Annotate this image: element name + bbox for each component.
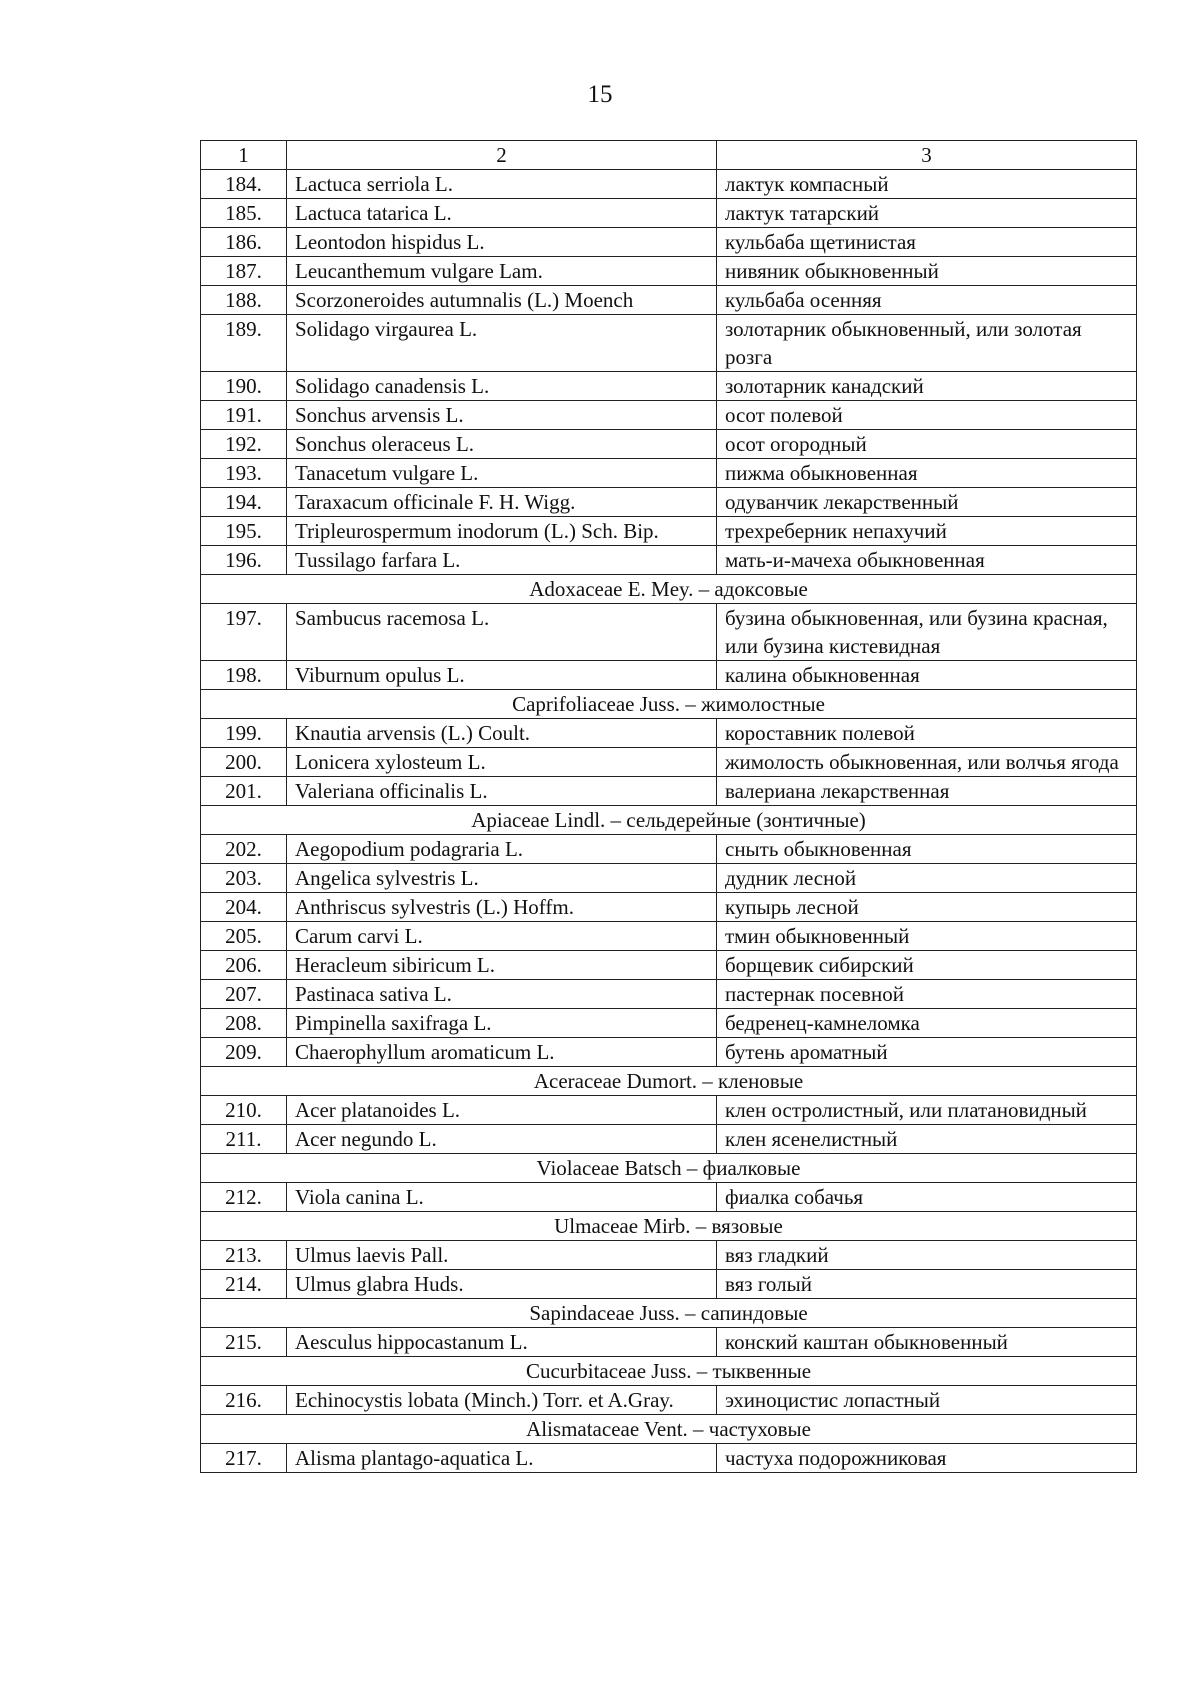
- species-number: 215.: [201, 1328, 287, 1357]
- family-name: Sapindaceae Juss. – сапиндовые: [201, 1299, 1137, 1328]
- species-number: 208.: [201, 1009, 287, 1038]
- latin-name: Tussilago farfara L.: [287, 546, 717, 575]
- russian-name: лактук компасный: [717, 170, 1137, 199]
- species-number: 186.: [201, 228, 287, 257]
- species-row: [201, 980, 1137, 1009]
- species-row: [201, 1270, 1137, 1299]
- latin-name: Viburnum opulus L.: [287, 661, 717, 690]
- family-name: Caprifoliaceae Juss. – жимолостные: [201, 690, 1137, 719]
- russian-name: мать-и-мачеха обыкновенная: [717, 546, 1137, 575]
- table-body: [201, 141, 1137, 1473]
- russian-name: клен остролистный, или платановидный: [717, 1096, 1137, 1125]
- russian-name: бедренец-камнеломка: [717, 1009, 1137, 1038]
- species-number: 192.: [201, 430, 287, 459]
- russian-name: эхиноцистис лопастный: [717, 1386, 1137, 1415]
- species-number: 212.: [201, 1183, 287, 1212]
- russian-name: конский каштан обыкновенный: [717, 1328, 1137, 1357]
- species-number: 187.: [201, 257, 287, 286]
- latin-name: Lactuca tatarica L.: [287, 199, 717, 228]
- latin-name: Viola canina L.: [287, 1183, 717, 1212]
- species-row: [201, 893, 1137, 922]
- russian-name: бутень ароматный: [717, 1038, 1137, 1067]
- species-number: 209.: [201, 1038, 287, 1067]
- species-number: 199.: [201, 719, 287, 748]
- russian-name: пижма обыкновенная: [717, 459, 1137, 488]
- russian-name: одуванчик лекарственный: [717, 488, 1137, 517]
- family-row: [201, 1299, 1137, 1328]
- family-name: Aceraceae Dumort. – кленовые: [201, 1067, 1137, 1096]
- russian-name: жимолость обыкновенная, или волчья ягода: [717, 748, 1137, 777]
- latin-name: Chaerophyllum aromaticum L.: [287, 1038, 717, 1067]
- column-header-1: 1: [201, 141, 287, 170]
- species-row: [201, 661, 1137, 690]
- russian-name: фиалка собачья: [717, 1183, 1137, 1212]
- latin-name: Ulmus laevis Pall.: [287, 1241, 717, 1270]
- latin-name: Alisma plantago-aquatica L.: [287, 1444, 717, 1473]
- species-table: [200, 140, 1137, 1473]
- species-number: 188.: [201, 286, 287, 315]
- species-number: 185.: [201, 199, 287, 228]
- species-row: [201, 1096, 1137, 1125]
- species-row: [201, 604, 1137, 661]
- family-row: [201, 1154, 1137, 1183]
- species-row: [201, 257, 1137, 286]
- russian-name: сныть обыкновенная: [717, 835, 1137, 864]
- species-number: 196.: [201, 546, 287, 575]
- russian-name: клен ясенелистный: [717, 1125, 1137, 1154]
- species-row: [201, 546, 1137, 575]
- family-row: [201, 1212, 1137, 1241]
- species-number: 217.: [201, 1444, 287, 1473]
- species-row: [201, 951, 1137, 980]
- russian-name: дудник лесной: [717, 864, 1137, 893]
- russian-name: осот полевой: [717, 401, 1137, 430]
- species-row: [201, 719, 1137, 748]
- species-row: [201, 372, 1137, 401]
- species-number: 193.: [201, 459, 287, 488]
- species-number: 190.: [201, 372, 287, 401]
- russian-name: трехреберник непахучий: [717, 517, 1137, 546]
- species-row: [201, 1386, 1137, 1415]
- family-row: [201, 1067, 1137, 1096]
- page-number: 15: [587, 81, 613, 108]
- russian-name: частуха подорожниковая: [717, 1444, 1137, 1473]
- column-header-3: 3: [717, 141, 1137, 170]
- latin-name: Acer platanoides L.: [287, 1096, 717, 1125]
- species-number: 211.: [201, 1125, 287, 1154]
- header-row: [201, 141, 1137, 170]
- family-name: Violaceae Batsch – фиалковые: [201, 1154, 1137, 1183]
- latin-name: Ulmus glabra Huds.: [287, 1270, 717, 1299]
- species-row: [201, 488, 1137, 517]
- latin-name: Aesculus hippocastanum L.: [287, 1328, 717, 1357]
- latin-name: Angelica sylvestris L.: [287, 864, 717, 893]
- species-row: [201, 1183, 1137, 1212]
- family-row: [201, 575, 1137, 604]
- species-number: 189.: [201, 315, 287, 372]
- species-number: 210.: [201, 1096, 287, 1125]
- species-row: [201, 1125, 1137, 1154]
- latin-name: Tanacetum vulgare L.: [287, 459, 717, 488]
- latin-name: Echinocystis lobata (Minch.) Torr. et A.Gray.: [287, 1386, 717, 1415]
- species-row: [201, 835, 1137, 864]
- family-row: [201, 1357, 1137, 1386]
- family-row: [201, 690, 1137, 719]
- latin-name: Sambucus racemosa L.: [287, 604, 717, 661]
- species-row: [201, 777, 1137, 806]
- russian-name: золотарник обыкновенный, или золотая розга: [717, 315, 1137, 372]
- latin-name: Scorzoneroides autumnalis (L.) Moench: [287, 286, 717, 315]
- family-name: Apiaceae Lindl. – сельдерейные (зонтичные): [201, 806, 1137, 835]
- species-row: [201, 459, 1137, 488]
- latin-name: Sonchus oleraceus L.: [287, 430, 717, 459]
- column-header-2: 2: [287, 141, 717, 170]
- latin-name: Taraxacum officinale F. H. Wigg.: [287, 488, 717, 517]
- species-row: [201, 286, 1137, 315]
- latin-name: Carum carvi L.: [287, 922, 717, 951]
- species-number: 197.: [201, 604, 287, 661]
- species-number: 207.: [201, 980, 287, 1009]
- species-number: 198.: [201, 661, 287, 690]
- latin-name: Leontodon hispidus L.: [287, 228, 717, 257]
- species-number: 216.: [201, 1386, 287, 1415]
- species-number: 203.: [201, 864, 287, 893]
- species-row: [201, 401, 1137, 430]
- species-number: 191.: [201, 401, 287, 430]
- russian-name: кульбаба щетинистая: [717, 228, 1137, 257]
- russian-name: золотарник канадский: [717, 372, 1137, 401]
- family-row: [201, 1415, 1137, 1444]
- latin-name: Pastinaca sativa L.: [287, 980, 717, 1009]
- family-name: Adoxaceae E. Mey. – адоксовые: [201, 575, 1137, 604]
- latin-name: Lonicera xylosteum L.: [287, 748, 717, 777]
- russian-name: кульбаба осенняя: [717, 286, 1137, 315]
- latin-name: Leucanthemum vulgare Lam.: [287, 257, 717, 286]
- species-row: [201, 1444, 1137, 1473]
- species-number: 184.: [201, 170, 287, 199]
- species-number: 202.: [201, 835, 287, 864]
- species-number: 204.: [201, 893, 287, 922]
- latin-name: Pimpinella saxifraga L.: [287, 1009, 717, 1038]
- species-row: [201, 430, 1137, 459]
- family-name: Alismataceae Vent. – частуховые: [201, 1415, 1137, 1444]
- russian-name: пастернак посевной: [717, 980, 1137, 1009]
- species-number: 200.: [201, 748, 287, 777]
- species-number: 206.: [201, 951, 287, 980]
- russian-name: бузина обыкновенная, или бузина красная, или бузина кистевидная: [717, 604, 1137, 661]
- russian-name: осот огородный: [717, 430, 1137, 459]
- russian-name: валериана лекарственная: [717, 777, 1137, 806]
- russian-name: борщевик сибирский: [717, 951, 1137, 980]
- species-row: [201, 864, 1137, 893]
- species-number: 194.: [201, 488, 287, 517]
- species-row: [201, 199, 1137, 228]
- species-number: 201.: [201, 777, 287, 806]
- russian-name: вяз голый: [717, 1270, 1137, 1299]
- latin-name: Valeriana officinalis L.: [287, 777, 717, 806]
- latin-name: Lactuca serriola L.: [287, 170, 717, 199]
- latin-name: Sonchus arvensis L.: [287, 401, 717, 430]
- species-number: 213.: [201, 1241, 287, 1270]
- species-row: [201, 228, 1137, 257]
- latin-name: Knautia arvensis (L.) Coult.: [287, 719, 717, 748]
- species-row: [201, 315, 1137, 372]
- russian-name: тмин обыкновенный: [717, 922, 1137, 951]
- latin-name: Tripleurospermum inodorum (L.) Sch. Bip.: [287, 517, 717, 546]
- species-row: [201, 748, 1137, 777]
- latin-name: Anthriscus sylvestris (L.) Hoffm.: [287, 893, 717, 922]
- family-name: Ulmaceae Mirb. – вязовые: [201, 1212, 1137, 1241]
- family-name: Cucurbitaceae Juss. – тыквенные: [201, 1357, 1137, 1386]
- russian-name: нивяник обыкновенный: [717, 257, 1137, 286]
- species-row: [201, 1038, 1137, 1067]
- russian-name: купырь лесной: [717, 893, 1137, 922]
- russian-name: лактук татарский: [717, 199, 1137, 228]
- russian-name: короставник полевой: [717, 719, 1137, 748]
- species-number: 195.: [201, 517, 287, 546]
- species-row: [201, 517, 1137, 546]
- species-row: [201, 170, 1137, 199]
- russian-name: вяз гладкий: [717, 1241, 1137, 1270]
- latin-name: Solidago virgaurea L.: [287, 315, 717, 372]
- species-row: [201, 922, 1137, 951]
- latin-name: Heracleum sibiricum L.: [287, 951, 717, 980]
- species-row: [201, 1241, 1137, 1270]
- latin-name: Acer negundo L.: [287, 1125, 717, 1154]
- latin-name: Solidago canadensis L.: [287, 372, 717, 401]
- family-row: [201, 806, 1137, 835]
- species-number: 205.: [201, 922, 287, 951]
- latin-name: Aegopodium podagraria L.: [287, 835, 717, 864]
- russian-name: калина обыкновенная: [717, 661, 1137, 690]
- species-row: [201, 1009, 1137, 1038]
- species-number: 214.: [201, 1270, 287, 1299]
- species-row: [201, 1328, 1137, 1357]
